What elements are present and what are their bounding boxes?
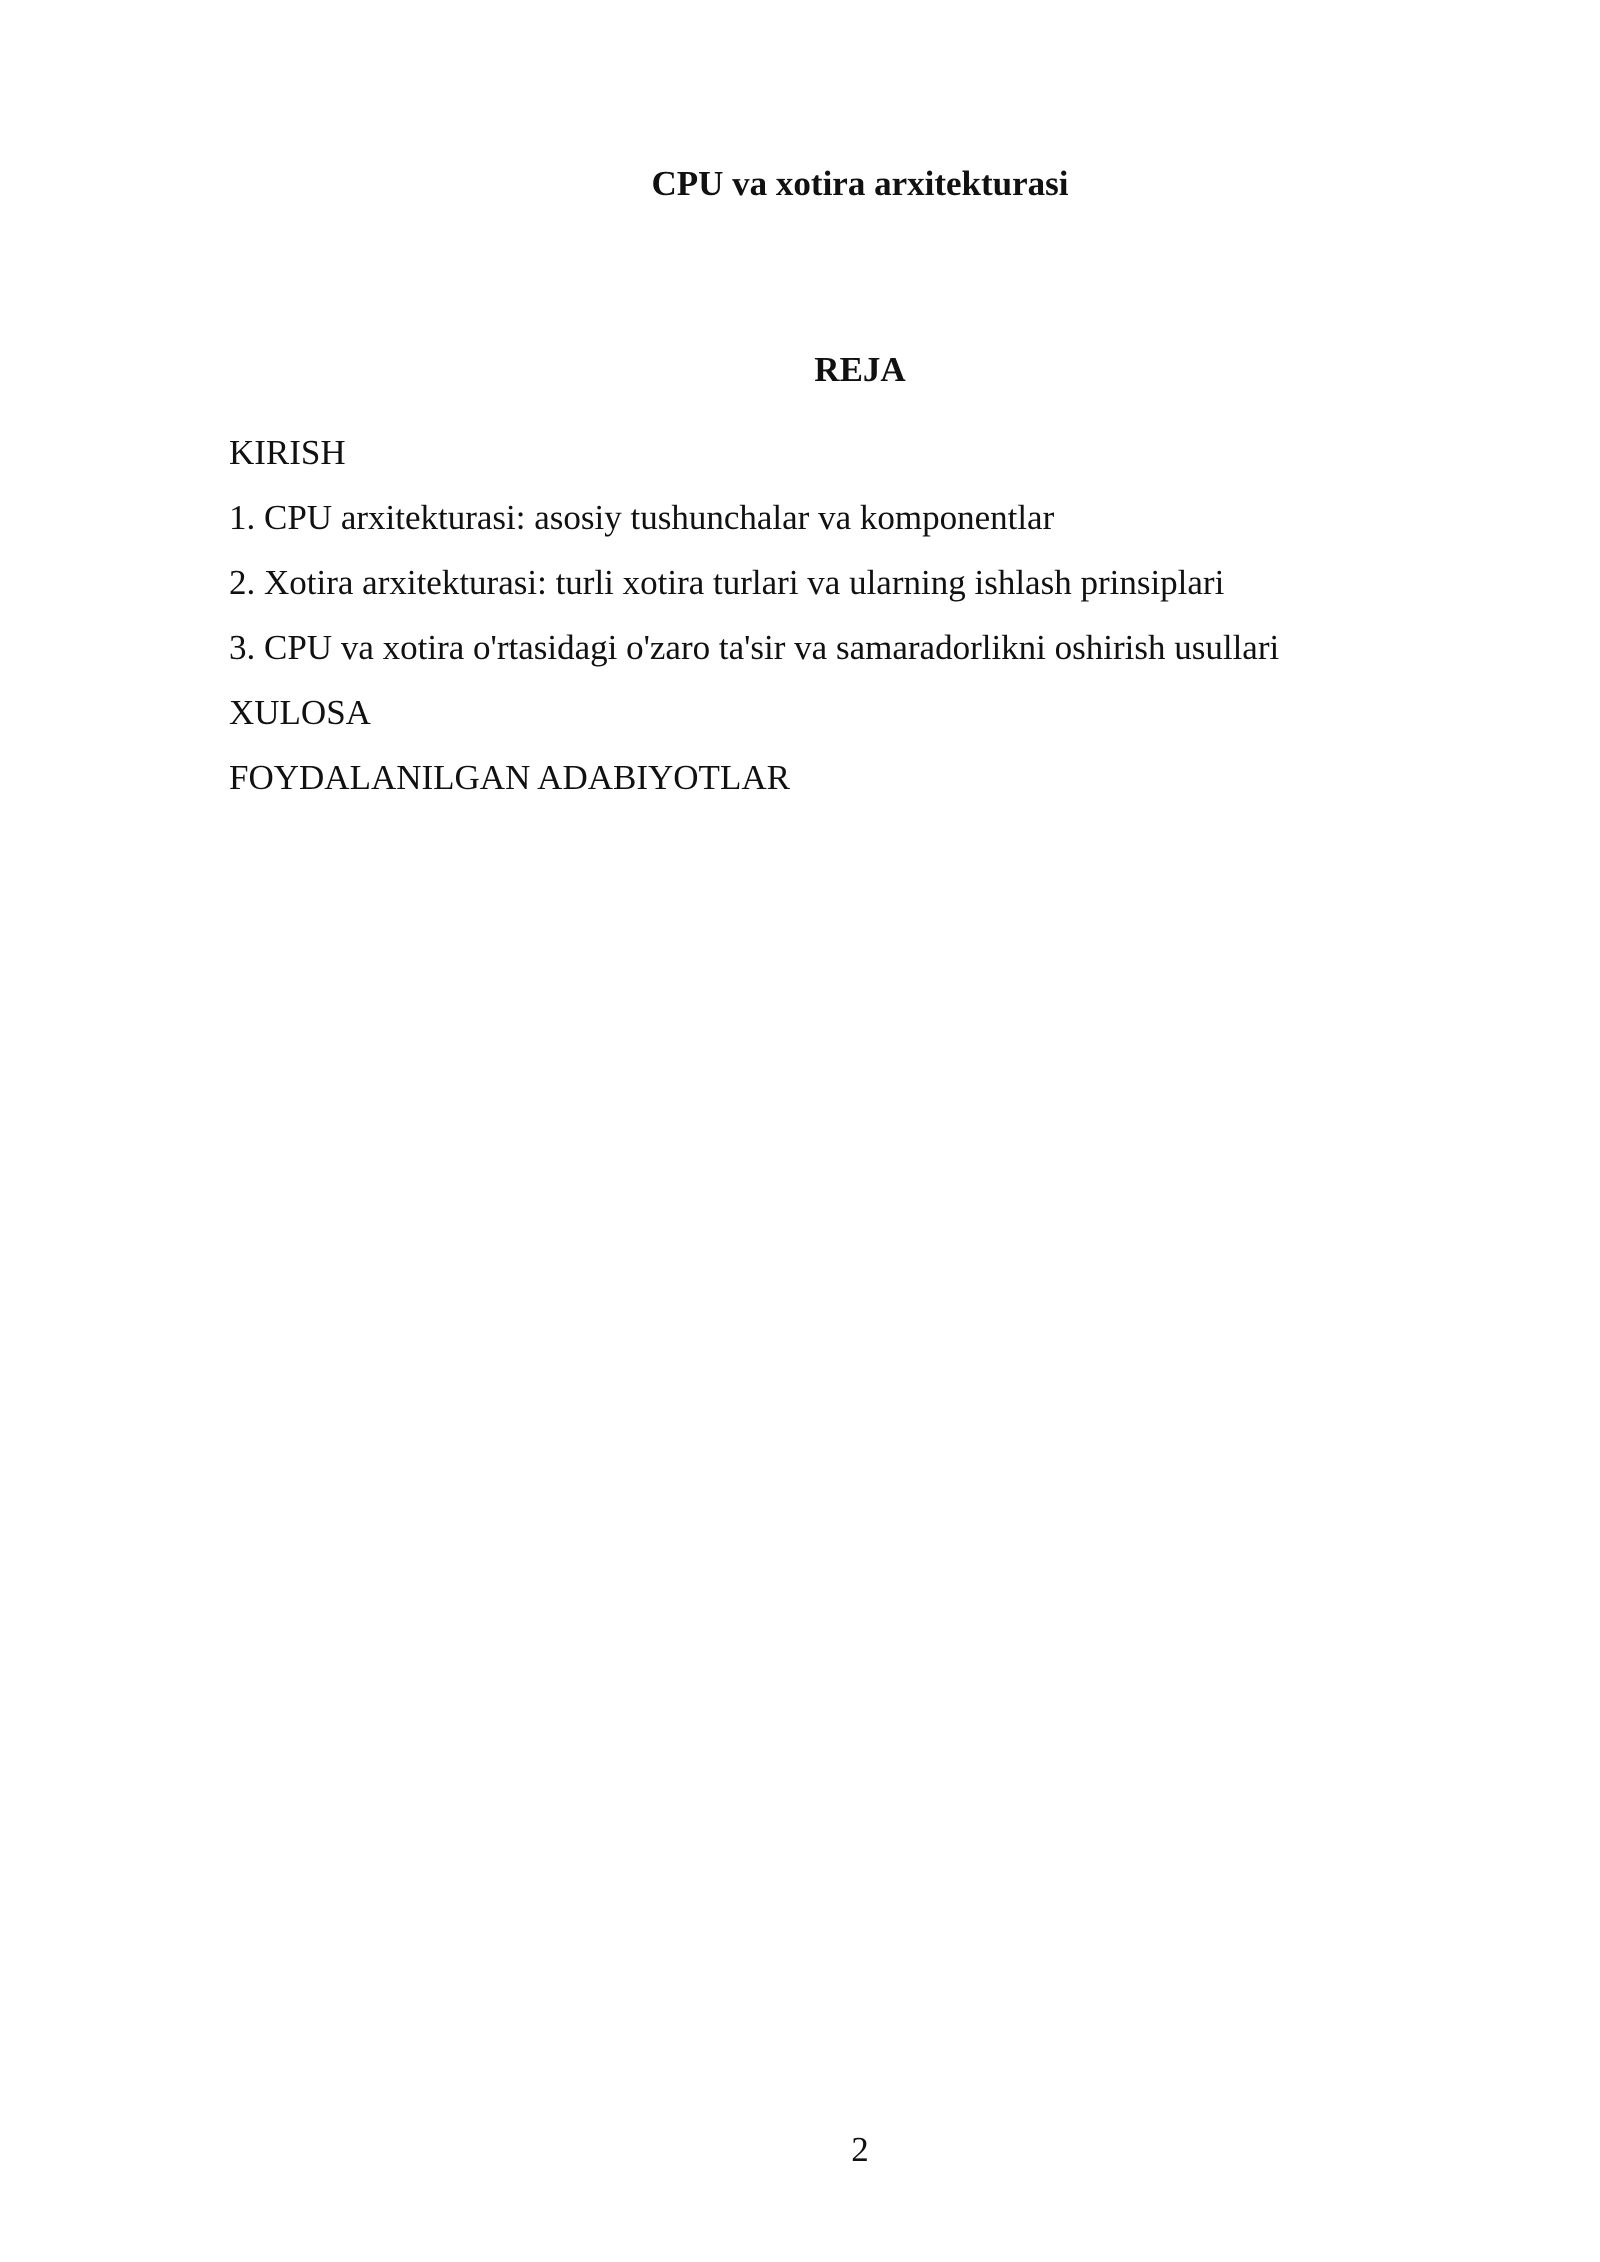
toc-item-conclusion: XULOSA bbox=[229, 693, 371, 732]
plan-heading: REJA bbox=[814, 350, 906, 389]
toc-item-1: 1. CPU arxitekturasi: asosiy tushunchalar va komponentlar bbox=[229, 498, 1055, 537]
table-of-contents bbox=[229, 420, 1469, 810]
document-title: CPU va xotira arxitekturasi bbox=[651, 164, 1069, 203]
toc-item-introduction: KIRISH bbox=[229, 433, 346, 472]
toc-item-references: FOYDALANILGAN ADABIYOTLAR bbox=[229, 758, 790, 797]
toc-item-3: 3. CPU va xotira o'rtasidagi o'zaro ta'sir va samaradorlikni oshirish usullari bbox=[229, 628, 1280, 667]
toc-item-2: 2. Xotira arxitekturasi: turli xotira turlari va ularning ishlash prinsiplari bbox=[229, 563, 1225, 602]
page-number: 2 bbox=[851, 2130, 869, 2169]
